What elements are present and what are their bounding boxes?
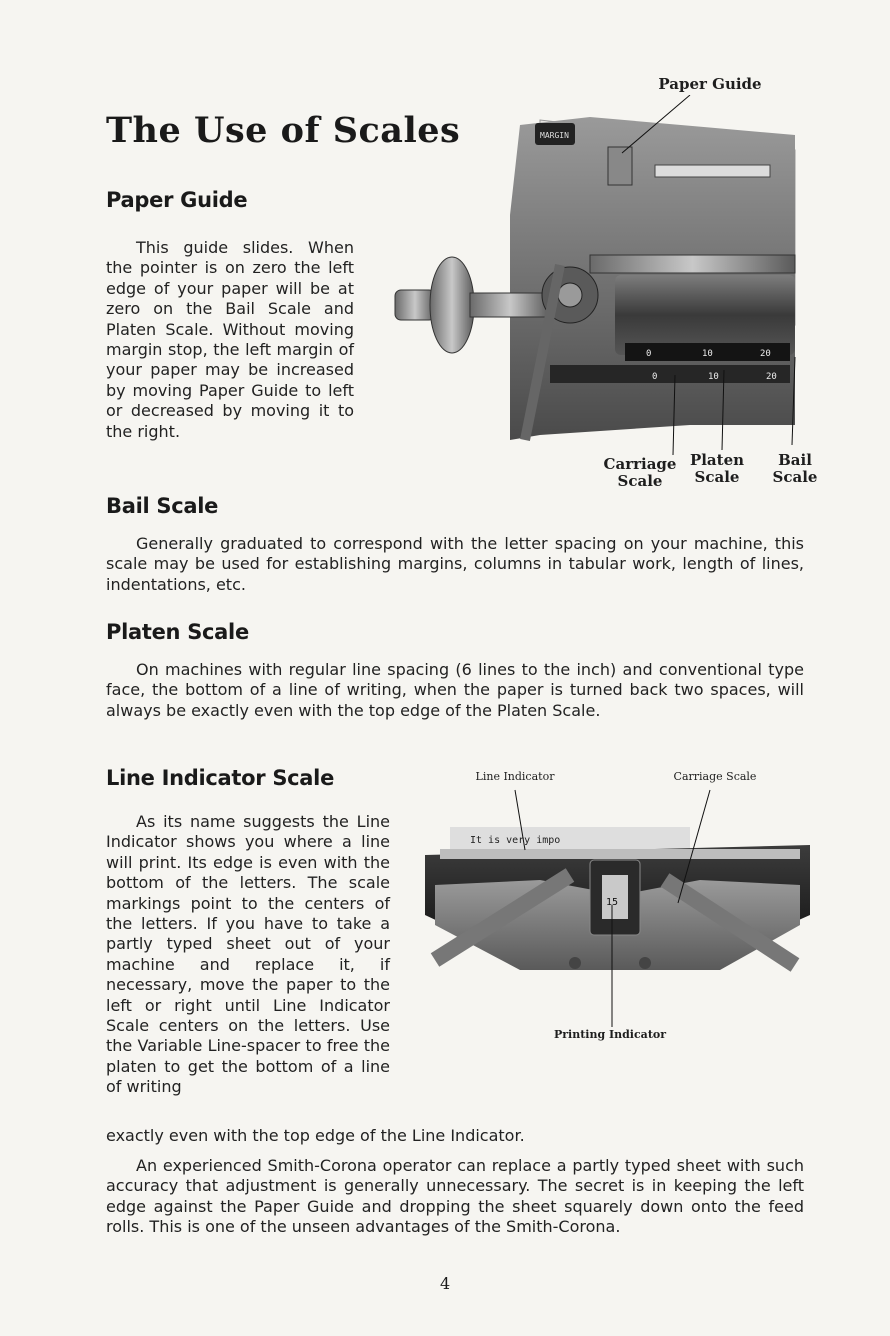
heading-bail-scale: Bail Scale [106,494,219,518]
carriage-scale-0: 0 [652,372,658,382]
printing-indicator-number: 15 [606,897,619,908]
label-carriage-scale-fig2: Carriage Scale [673,770,757,783]
paragraph-bail-scale: Generally graduated to correspond with the letter spacing on your machine, this scale may be used for establishing margins, columns in tabular work, length of lines, indentations, etc. [106,534,804,594]
typed-text: It is very impo [470,835,561,846]
page-number: 4 [440,1274,451,1293]
printing-point-photo [420,785,815,1030]
label-paper-guide: Paper Guide [658,75,762,93]
heading-line-indicator-scale: Line Indicator Scale [106,766,335,790]
carriage-photo [390,95,830,495]
paragraph-platen-scale: On machines with regular line spacing (6 lines to the inch) and conventional type face, the bottom of a line of writing, when the paper is turned back two spaces, will always be exactly even with the top edge of the Platen Scale. [106,660,804,720]
paragraph-paper-guide: This guide slides. When the pointer is on zero the left edge of your paper will be at zero on the Bail Scale and Platen Scale. Without moving margin stop, the left margin of your paper may be increased by moving Paper Guide to left or decreased by moving it to the right. [106,238,354,441]
page-title: The Use of Scales [106,110,461,151]
margin-release-key: MARGIN [540,131,569,140]
label-platen-scale [682,452,752,486]
label-carriage-scale [598,456,682,490]
heading-platen-scale: Platen Scale [106,620,249,644]
platen-scale-20: 20 [760,349,771,359]
label-line-indicator: Line Indicator [475,770,555,783]
carriage-scale-20: 20 [766,372,777,382]
platen-scale-0: 0 [646,349,652,359]
label-carriage-scale-line1: Carriage [603,455,677,473]
label-platen-scale-line1: Platen [689,451,745,469]
paragraph-closing: An experienced Smith-Corona operator can replace a partly typed sheet with such accuracy that adjustment is generally unnecessary. The secret is in keeping the left edge against the Paper Guide and dropping the sheet squarely down onto the feed rolls. This is one of the unseen advantages of the Smith-Corona. [106,1156,804,1237]
label-bail-scale-line1: Bail [778,451,812,469]
carriage-scale-10: 10 [708,372,719,382]
label-carriage-scale-line2: Scale [617,472,663,490]
heading-paper-guide: Paper Guide [106,188,248,212]
label-printing-indicator: Printing Indicator [553,1028,667,1041]
label-platen-scale-line2: Scale [694,468,740,486]
paragraph-line-indicator: As its name suggests the Line Indicator shows you where a line will print. Its edge is even with the bottom of the letters. The scale markings point to the centers of the letters. If you have to take a partly typed sheet out of your machine and replace it, if necessary, move the paper to the left or right until Line Indicator Scale centers on the letters. Use the Variable Line-spacer to free the platen to get the bottom of a line of writing [106,812,390,1097]
label-bail-scale-line2: Scale [772,468,818,486]
label-bail-scale [765,452,825,486]
platen-scale-10: 10 [702,349,713,359]
paragraph-line-indicator-continued: exactly even with the top edge of the Line Indicator. [106,1126,525,1145]
